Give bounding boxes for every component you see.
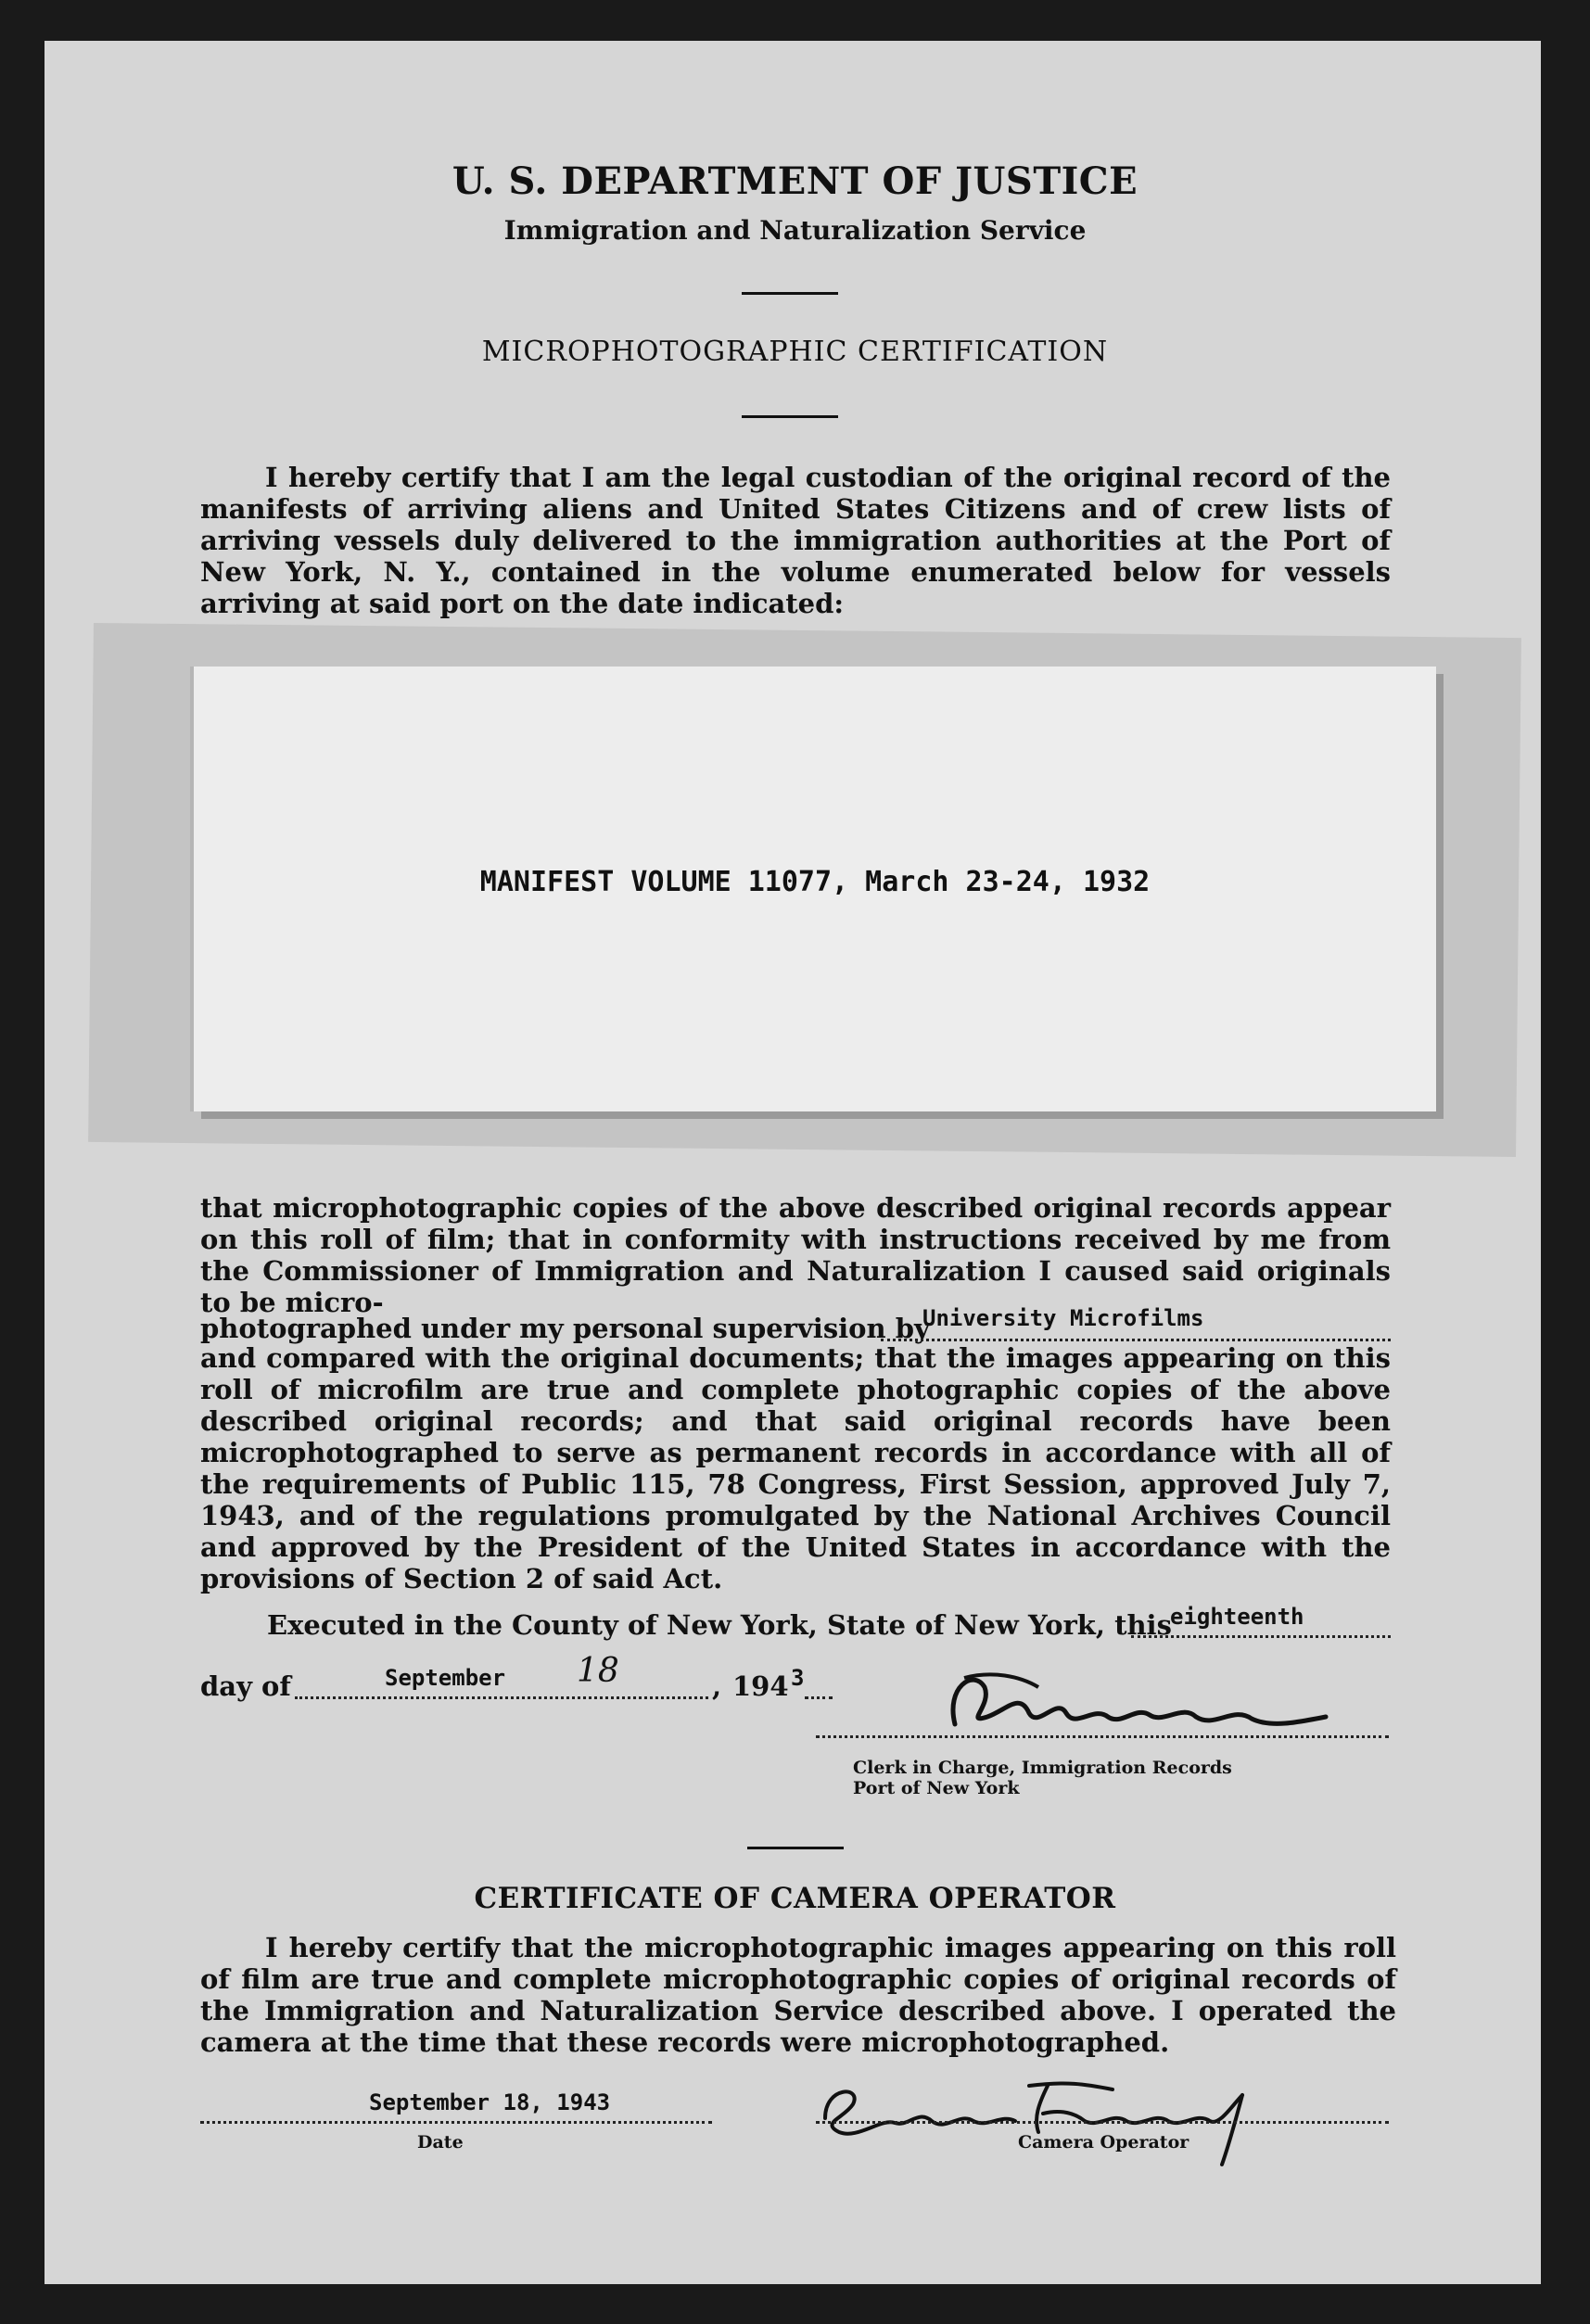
certification-title: MICROPHOTOGRAPHIC CERTIFICATION xyxy=(481,336,1109,368)
camera-certificate-text: I hereby certify that the microphotographic images appearing on this roll of film are true and complete microphotographic copies of original records of the Immigration and Naturalization Service described above. I operated the camera at the time that these records were microphotographed. xyxy=(200,1932,1396,2058)
service-subheading: Immigration and Naturalization Service xyxy=(503,215,1087,246)
supervisor-name: University Microfilms xyxy=(922,1305,1204,1331)
camera-date-label: Date xyxy=(417,2132,464,2153)
department-heading: U. S. DEPARTMENT OF JUSTICE xyxy=(452,159,1138,203)
execution-day-number: 18 xyxy=(577,1652,619,1690)
body-paragraph-part2: and compared with the original documents; that the images appearing on this roll of microfilm are true and complete photographic copies of the above described original records; and that said original records have been microphotographed to serve as permanent records in accordance with all of the requirements of Public 115, 78 Congress, First Session, approved July 7, 1943, and of the regulations promulgated by the National Archives Council and approved by the President of the United States in accordance with the provisions of Section 2 of said Act. xyxy=(200,1342,1391,1594)
manifest-volume-text: MANIFEST VOLUME 11077, March 23-24, 1932 xyxy=(479,866,1151,898)
day-of-label: day of xyxy=(200,1670,291,1702)
clerk-signature xyxy=(936,1659,1354,1752)
camera-date-value: September 18, 1943 xyxy=(369,2089,611,2115)
camera-certificate-title: CERTIFICATE OF CAMERA OPERATOR xyxy=(474,1882,1116,1915)
divider xyxy=(747,1847,844,1849)
clerk-location: Port of New York xyxy=(853,1778,1020,1798)
manifest-card xyxy=(194,667,1436,1111)
camera-operator-signature-line xyxy=(816,2112,1389,2124)
year-suffix: 3 xyxy=(791,1665,805,1691)
intro-paragraph: I hereby certify that I am the legal custodian of the original record of the manifests of arriving aliens and United States Citizens and of crew lists of arriving vessels duly delivered to the immigration authorities at the Port of New York, N. Y., contained in the volume enumerated below for vessels arriving at said port on the date indicated: xyxy=(200,462,1391,619)
divider xyxy=(742,292,838,295)
year-prefix: 194 xyxy=(732,1670,789,1702)
year-comma: , xyxy=(712,1670,722,1702)
clerk-title: Clerk in Charge, Immigration Records xyxy=(853,1758,1232,1778)
camera-operator-label: Camera Operator xyxy=(1018,2132,1189,2153)
body-paragraph-part1: that microphotographic copies of the above described original records appear on this roll of film; that in conformity with instructions received by me from the Commissioner of Immigration and Naturalization I caused said originals to be micro- xyxy=(200,1192,1391,1318)
execution-line-label: Executed in the County of New York, State of New York, this xyxy=(267,1609,1172,1641)
clerk-signature-line xyxy=(816,1726,1389,1738)
divider xyxy=(742,415,838,418)
execution-day-word: eighteenth xyxy=(1170,1604,1304,1630)
supervision-line-label: photographed under my personal supervision by xyxy=(200,1313,930,1344)
execution-month: September xyxy=(385,1665,506,1691)
year-dotted-line xyxy=(805,1678,833,1699)
